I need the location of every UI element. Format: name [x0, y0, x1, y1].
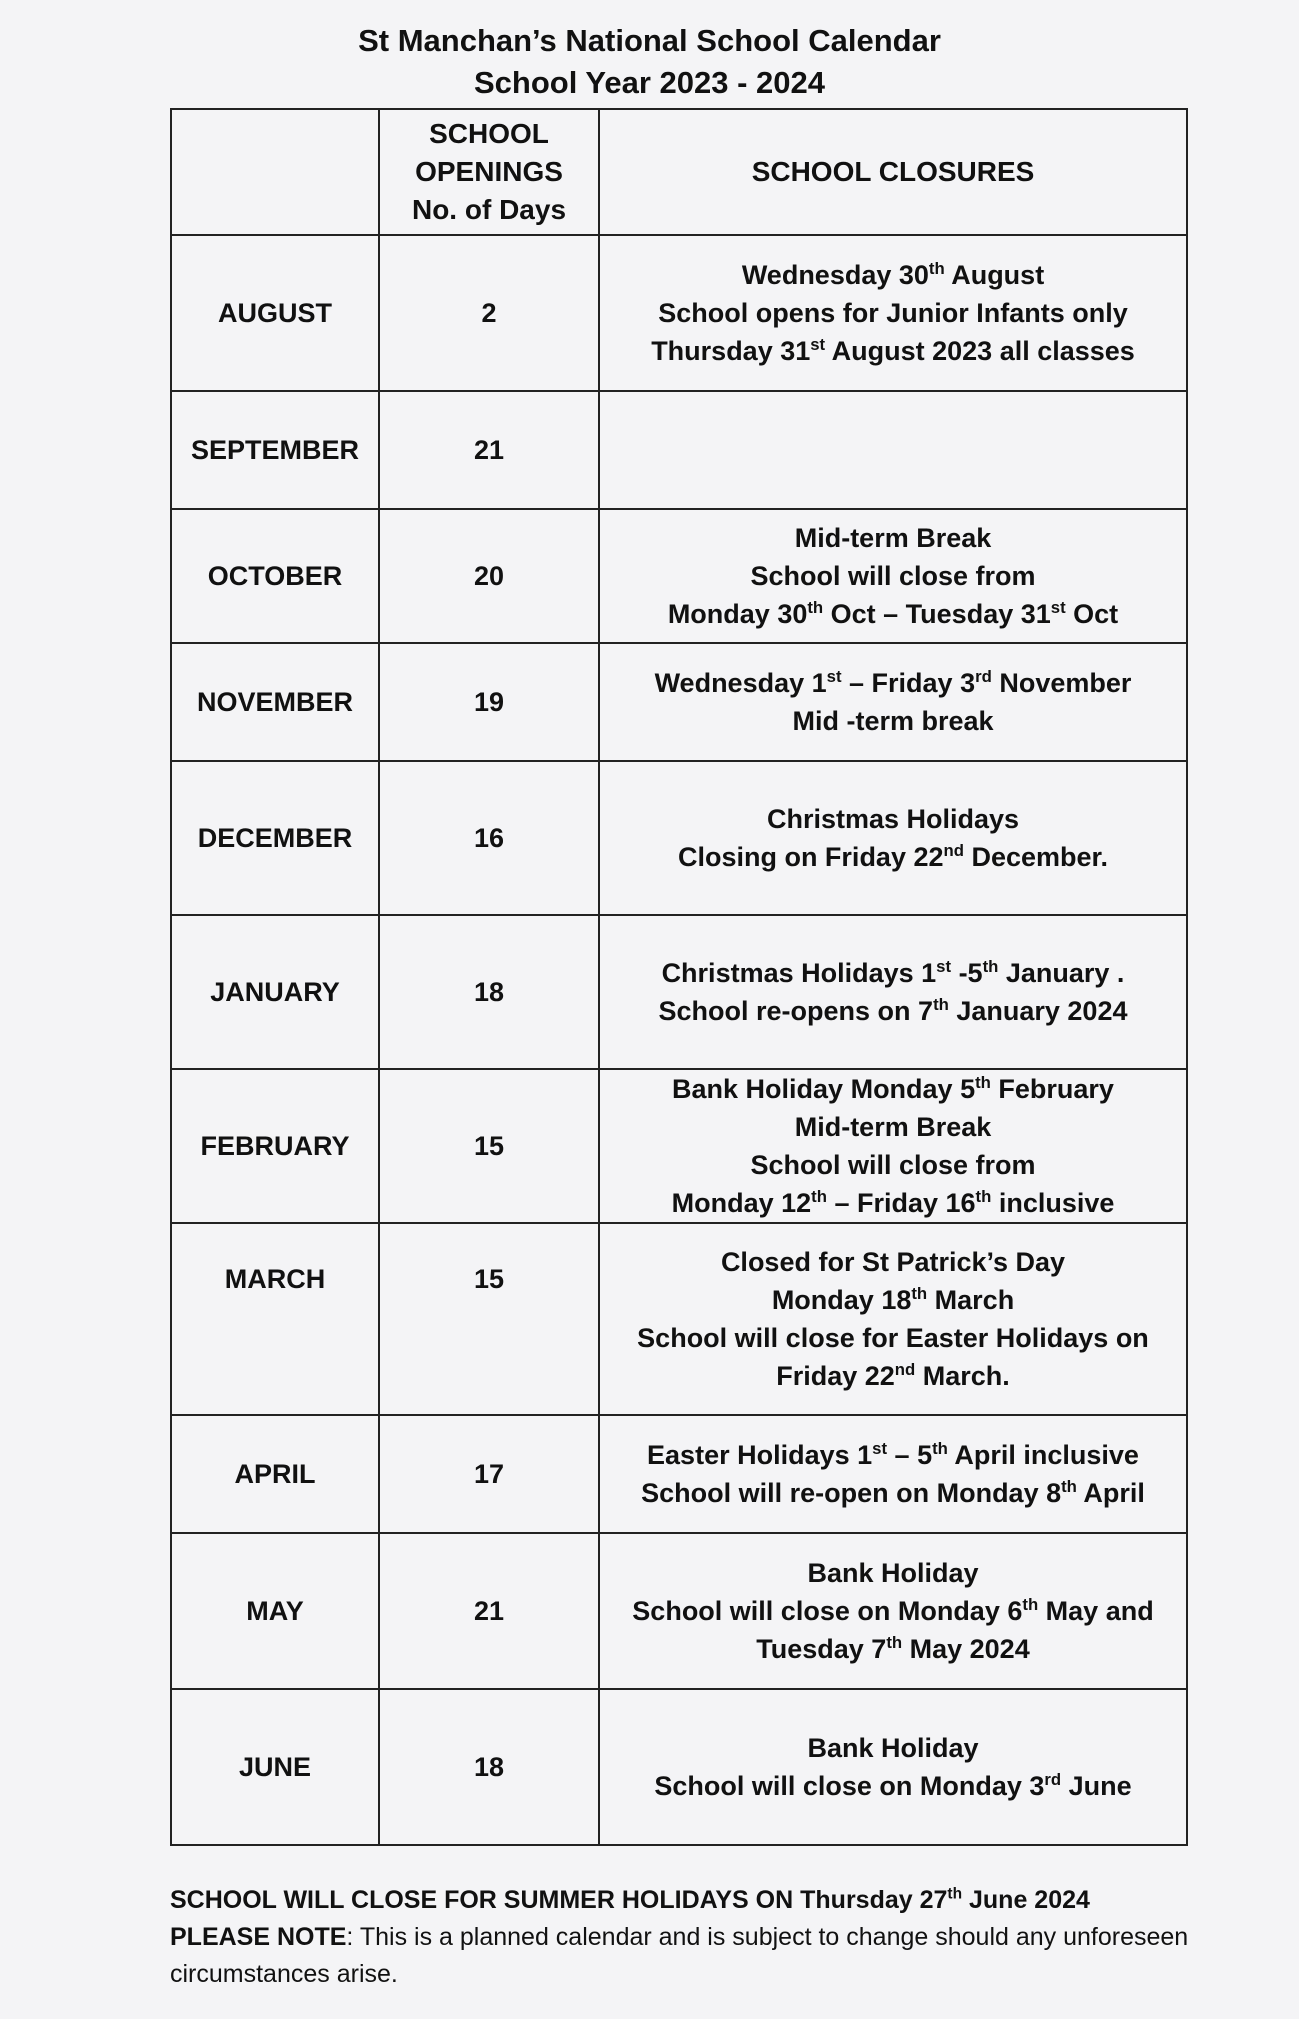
days-cell: 18 — [379, 915, 599, 1069]
closure-cell: Bank Holiday School will close on Monday 6th May and Tuesday 7th May 2024 — [599, 1533, 1187, 1689]
closure-cell: Wednesday 30th August School opens for Junior Infants only Thursday 31st August 2023 all classes — [599, 235, 1187, 391]
days-cell: 15 — [379, 1069, 599, 1223]
summer-closing-notice: SCHOOL WILL CLOSE FOR SUMMER HOLIDAYS ON Thursday 27th June 2024 — [170, 1885, 1090, 1914]
calendar-rows — [171, 235, 1187, 1845]
table-row — [171, 1415, 1187, 1533]
month-cell: OCTOBER — [171, 509, 379, 643]
header-openings-line2: OPENINGS — [415, 156, 563, 187]
month-cell: JUNE — [171, 1689, 379, 1845]
closure-cell: Christmas Holidays 1st -5th January . School re-opens on 7th January 2024 — [599, 915, 1187, 1069]
table-row — [171, 235, 1187, 391]
month-cell: DECEMBER — [171, 761, 379, 915]
closure-cell: Christmas Holidays Closing on Friday 22nd December. — [599, 761, 1187, 915]
closure-cell: Closed for St Patrick’s Day Monday 18th March School will close for Easter Holidays on Friday 22nd March. — [599, 1223, 1187, 1415]
header-row — [171, 109, 1187, 235]
table-row — [171, 1069, 1187, 1223]
header-openings-line3: No. of Days — [411, 194, 567, 225]
month-cell: SEPTEMBER — [171, 391, 379, 509]
days-cell: 20 — [379, 509, 599, 643]
days-cell: 19 — [379, 643, 599, 761]
closure-cell: Wednesday 1st – Friday 3rd November Mid -term break — [599, 643, 1187, 761]
note-label: PLEASE NOTE — [170, 1923, 347, 1951]
header-openings — [379, 109, 599, 235]
table-row — [171, 1223, 1187, 1415]
month-cell: APRIL — [171, 1415, 379, 1533]
days-cell: 15 — [379, 1223, 599, 1415]
note-text: : This is a planned calendar and is subject to change should any unforeseen circumstances arise. — [170, 1923, 1189, 1988]
month-cell: MAY — [171, 1533, 379, 1689]
closure-cell — [599, 391, 1187, 509]
closure-cell: Bank Holiday Monday 5th February Mid-term Break School will close from Monday 12th – Friday 16th inclusive — [599, 1069, 1187, 1223]
document-title — [0, 20, 1299, 104]
planning-note — [170, 1919, 1230, 1993]
closure-cell: Bank Holiday School will close on Monday 3rd June — [599, 1689, 1187, 1845]
month-cell: AUGUST — [171, 235, 379, 391]
calendar-table — [170, 108, 1188, 1846]
month-cell: JANUARY — [171, 915, 379, 1069]
header-month — [171, 109, 379, 235]
month-cell: MARCH — [171, 1223, 379, 1415]
closure-cell: Easter Holidays 1st – 5th April inclusive School will re-open on Monday 8th April — [599, 1415, 1187, 1533]
days-cell: 2 — [379, 235, 599, 391]
table-row — [171, 509, 1187, 643]
title-line-2: School Year 2023 - 2024 — [474, 65, 825, 100]
header-openings-line1: SCHOOL — [429, 118, 549, 149]
month-cell: FEBRUARY — [171, 1069, 379, 1223]
days-cell: 16 — [379, 761, 599, 915]
table-row — [171, 1533, 1187, 1689]
days-cell: 21 — [379, 1533, 599, 1689]
table-row — [171, 391, 1187, 509]
days-cell: 18 — [379, 1689, 599, 1845]
table-row — [171, 761, 1187, 915]
header-closures: SCHOOL CLOSURES — [599, 109, 1187, 235]
title-line-1: St Manchan’s National School Calendar — [358, 23, 941, 58]
footer-notes — [170, 1882, 1230, 1993]
days-cell: 17 — [379, 1415, 599, 1533]
table-row — [171, 643, 1187, 761]
month-cell: NOVEMBER — [171, 643, 379, 761]
closure-cell: Mid-term Break School will close from Monday 30th Oct – Tuesday 31st Oct — [599, 509, 1187, 643]
days-cell: 21 — [379, 391, 599, 509]
table-row — [171, 915, 1187, 1069]
table-row — [171, 1689, 1187, 1845]
